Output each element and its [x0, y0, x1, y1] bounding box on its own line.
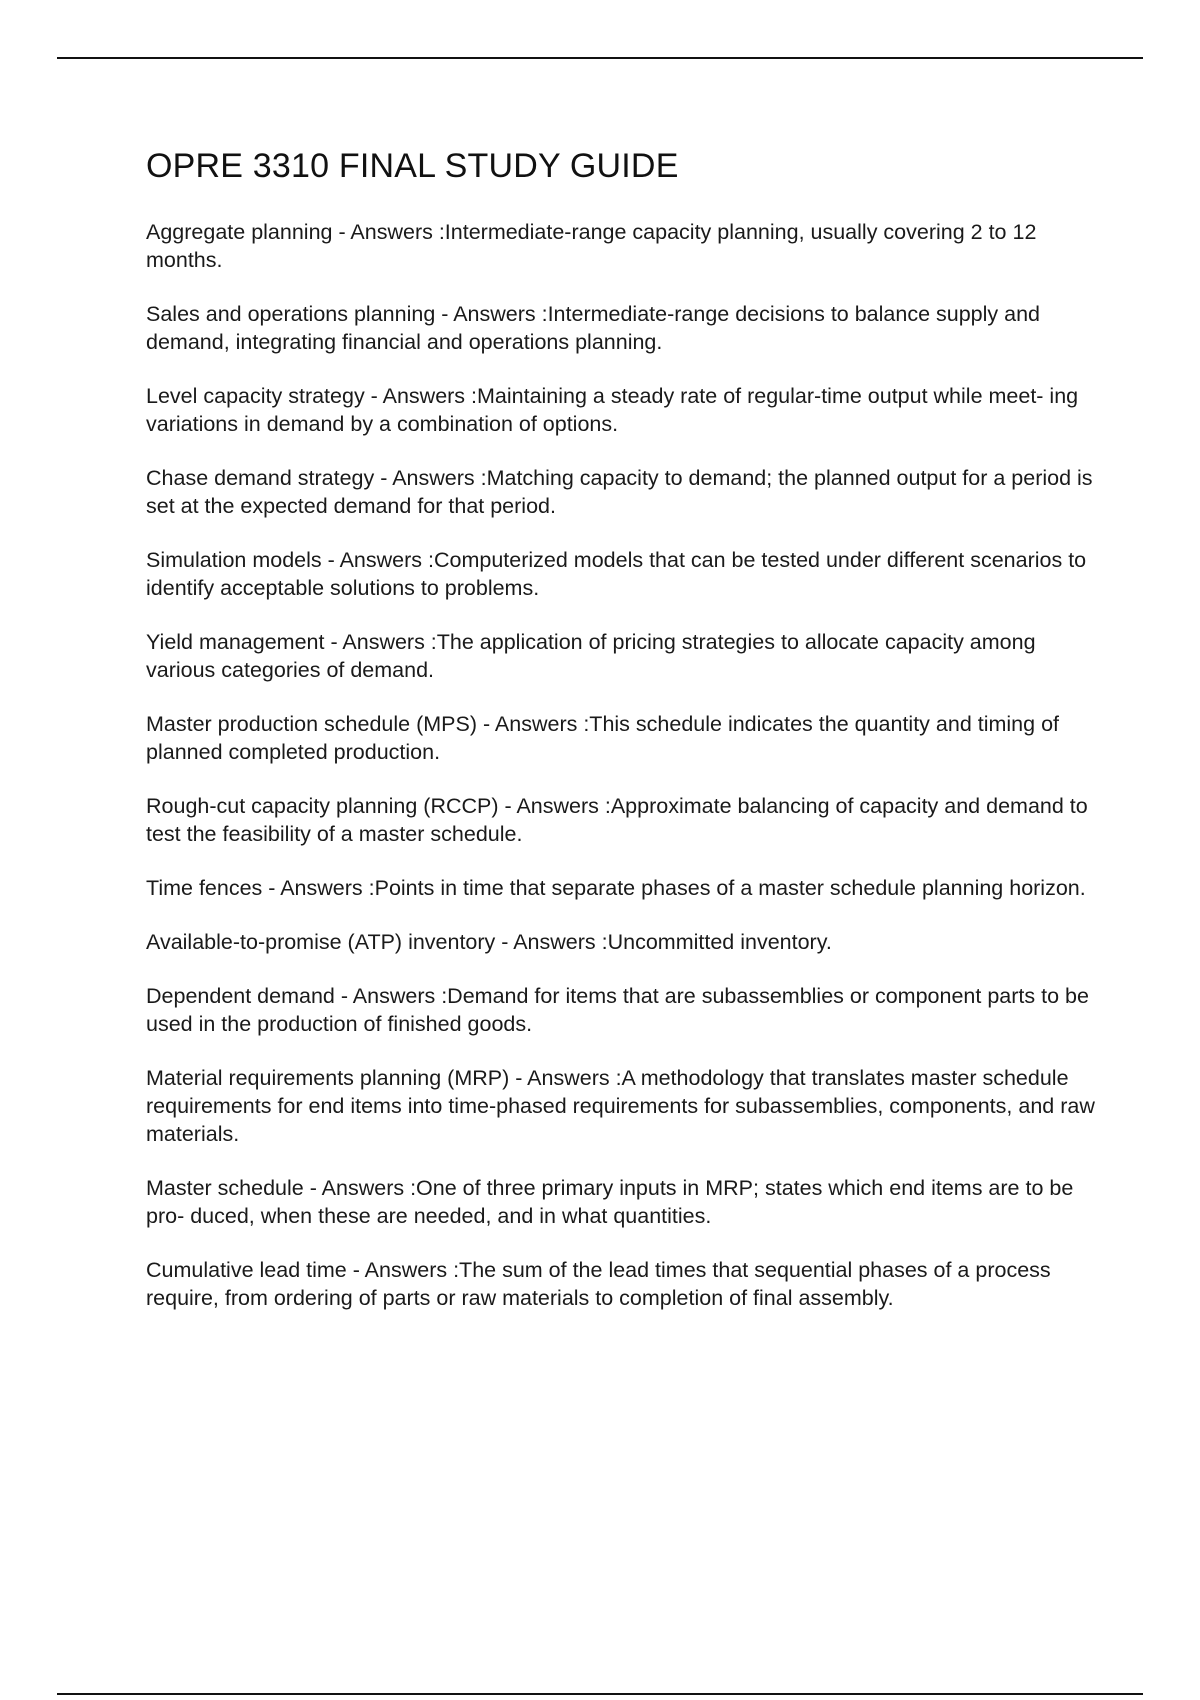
- study-entry: Time fences - Answers :Points in time that separate phases of a master schedule planning horizon.: [146, 876, 1086, 900]
- bottom-divider: [57, 1693, 1143, 1695]
- top-divider: [57, 57, 1143, 59]
- study-entry: Master production schedule (MPS) - Answers :This schedule indicates the quantity and timing of planned completed production.: [146, 712, 1060, 764]
- study-entry: Simulation models - Answers :Computerized models that can be tested under different scenarios to identify acceptable solutions to problems.: [146, 548, 1087, 600]
- study-entry: Rough-cut capacity planning (RCCP) - Answers :Approximate balancing of capacity and demand to test the feasibility of a master schedule.: [146, 794, 1088, 846]
- study-entry: Aggregate planning - Answers :Intermediate-range capacity planning, usually covering 2 to 12 months.: [146, 220, 1037, 272]
- page-content: [146, 140, 1096, 1338]
- page-title: OPRE 3310 FINAL STUDY GUIDE: [146, 147, 679, 185]
- study-entry: Sales and operations planning - Answers :Intermediate-range decisions to balance supply and demand, integrating financial and operations planning.: [146, 302, 1041, 354]
- study-entry: Cumulative lead time - Answers :The sum of the lead times that sequential phases of a process require, from ordering of parts or raw materials to completion of final assembly.: [146, 1258, 1051, 1310]
- study-entry: Yield management - Answers :The application of pricing strategies to allocate capacity among various categories of demand.: [146, 630, 1036, 682]
- study-entry: Master schedule - Answers :One of three primary inputs in MRP; states which end items are to be pro- duced, when these are needed, and in what quantities.: [146, 1176, 1074, 1228]
- study-entry: Chase demand strategy - Answers :Matching capacity to demand; the planned output for a period is set at the expected demand for that period.: [146, 466, 1093, 518]
- study-entry: Level capacity strategy - Answers :Maintaining a steady rate of regular-time output while meet- ing variations in demand by a combination of options.: [146, 384, 1079, 436]
- study-entry: Dependent demand - Answers :Demand for items that are subassemblies or component parts to be used in the production of finished goods.: [146, 984, 1089, 1036]
- study-entry: Available-to-promise (ATP) inventory - Answers :Uncommitted inventory.: [146, 930, 832, 954]
- study-entry: Material requirements planning (MRP) - Answers :A methodology that translates master schedule requirements for end items into time-phased requirements for subassemblies, components, and raw materials.: [146, 1066, 1095, 1146]
